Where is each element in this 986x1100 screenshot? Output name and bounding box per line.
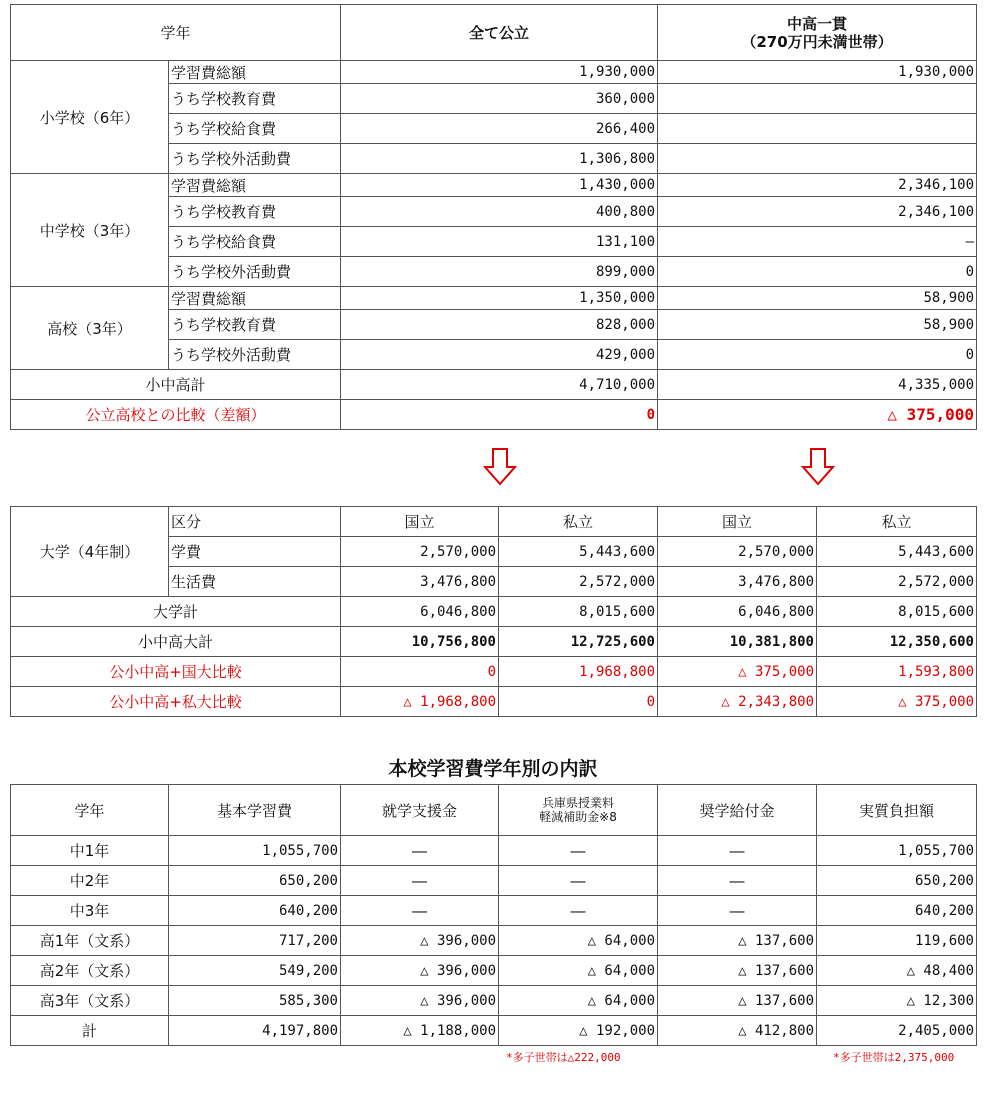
value-cell: △ 2,343,800	[658, 687, 817, 717]
table-row	[11, 287, 977, 310]
univ-total-row	[11, 597, 977, 627]
ikkan-value: 58,900	[658, 287, 977, 310]
total-row	[11, 1016, 977, 1046]
value-cell: 1,593,800	[817, 657, 977, 687]
item-label: 学習費総額	[169, 61, 341, 84]
basic-cell: 4,197,800	[169, 1016, 341, 1046]
ikkan-value	[658, 84, 977, 114]
note-right: *多子世帯は2,375,000	[833, 1051, 955, 1064]
table-row	[11, 507, 977, 537]
basic-cell: 717,200	[169, 926, 341, 956]
header-basic: 基本学習費	[169, 785, 341, 836]
public-value: 899,000	[341, 257, 658, 287]
value-cell: △ 375,000	[817, 687, 977, 717]
support-cell: △ 1,188,000	[341, 1016, 499, 1046]
basic-cell: 585,300	[169, 986, 341, 1016]
value-cell: 12,350,600	[817, 627, 977, 657]
public-value: 266,400	[341, 114, 658, 144]
header-hyogo-line2: 軽減補助金※8	[539, 810, 617, 824]
value-cell: 2,572,000	[499, 567, 658, 597]
public-value: 400,800	[341, 197, 658, 227]
down-arrow-icon	[483, 447, 517, 487]
group-label: 大学（4年制）	[11, 507, 169, 597]
item-label: うち学校教育費	[169, 197, 341, 227]
public-value: 1,350,000	[341, 287, 658, 310]
actual-cell: 640,200	[817, 896, 977, 926]
support-cell: ―	[341, 866, 499, 896]
basic-cell: 640,200	[169, 896, 341, 926]
group-label: 小学校（6年）	[11, 61, 169, 174]
public-value: 1,930,000	[341, 61, 658, 84]
hyogo-cell: ―	[499, 866, 658, 896]
breakdown-table	[10, 784, 977, 1046]
grade-cell: 高2年（文系）	[11, 956, 169, 986]
item-label: うち学校給食費	[169, 114, 341, 144]
support-cell: △ 396,000	[341, 926, 499, 956]
value-cell: 12,725,600	[499, 627, 658, 657]
ikkan-value: 2,346,100	[658, 174, 977, 197]
compare-public: 0	[341, 400, 658, 430]
actual-cell: 2,405,000	[817, 1016, 977, 1046]
grade-cell: 計	[11, 1016, 169, 1046]
value-cell: 2,570,000	[341, 537, 499, 567]
ikkan-value: 2,346,100	[658, 197, 977, 227]
compare-national-label: 公小中高+国大比較	[11, 657, 341, 687]
grade-cell: 高1年（文系）	[11, 926, 169, 956]
header-national: 国立	[658, 507, 817, 537]
university-cost-table	[10, 506, 977, 717]
scholarship-cell: △ 137,600	[658, 926, 817, 956]
public-value: 360,000	[341, 84, 658, 114]
basic-cell: 650,200	[169, 866, 341, 896]
value-cell: 6,046,800	[341, 597, 499, 627]
value-cell: 0	[499, 687, 658, 717]
header-grade: 学年	[11, 5, 341, 61]
compare-national-row	[11, 657, 977, 687]
scholarship-cell: ―	[658, 896, 817, 926]
header-private: 私立	[499, 507, 658, 537]
support-cell: △ 396,000	[341, 956, 499, 986]
value-cell: 2,572,000	[817, 567, 977, 597]
header-ikkan-line1: 中高一貫	[787, 14, 848, 33]
hyogo-cell: △ 64,000	[499, 926, 658, 956]
header-ikkan	[658, 5, 977, 61]
header-grade: 学年	[11, 785, 169, 836]
breakdown-title: 本校学習費学年別の内訳	[388, 758, 598, 780]
actual-cell: 119,600	[817, 926, 977, 956]
value-cell: 10,756,800	[341, 627, 499, 657]
header-hyogo	[499, 785, 658, 836]
basic-cell: 1,055,700	[169, 836, 341, 866]
hyogo-cell: △ 192,000	[499, 1016, 658, 1046]
support-cell: △ 396,000	[341, 986, 499, 1016]
value-cell: 8,015,600	[499, 597, 658, 627]
univ-total-label: 大学計	[11, 597, 341, 627]
item-label: うち学校外活動費	[169, 257, 341, 287]
public-value: 1,430,000	[341, 174, 658, 197]
scholarship-cell: ―	[658, 836, 817, 866]
item-label: うち学校教育費	[169, 84, 341, 114]
header-hyogo-line1: 兵庫県授業料	[541, 796, 614, 810]
actual-cell: 1,055,700	[817, 836, 977, 866]
table-header-row	[11, 785, 977, 836]
item-label: 学習費総額	[169, 174, 341, 197]
compare-row	[11, 400, 977, 430]
value-cell: 3,476,800	[341, 567, 499, 597]
header-national: 国立	[341, 507, 499, 537]
header-public: 全て公立	[341, 5, 658, 61]
group-label: 中学校（3年）	[11, 174, 169, 287]
total-row	[11, 370, 977, 400]
public-value: 1,306,800	[341, 144, 658, 174]
table-row	[11, 866, 977, 896]
scholarship-cell: △ 412,800	[658, 1016, 817, 1046]
ikkan-value: 1,930,000	[658, 61, 977, 84]
table-row	[11, 174, 977, 197]
item-label: 学習費総額	[169, 287, 341, 310]
ikkan-value	[658, 144, 977, 174]
support-cell: ―	[341, 896, 499, 926]
hyogo-cell: △ 64,000	[499, 956, 658, 986]
note-left: *多子世帯は△222,000	[506, 1051, 621, 1064]
table-header-row	[11, 5, 977, 61]
grade-cell: 高3年（文系）	[11, 986, 169, 1016]
item-label: 生活費	[169, 567, 341, 597]
item-label: うち学校教育費	[169, 310, 341, 340]
hyogo-cell: ―	[499, 836, 658, 866]
total-ikkan: 4,335,000	[658, 370, 977, 400]
down-arrow-icon	[801, 447, 835, 487]
value-cell: 5,443,600	[817, 537, 977, 567]
total-public: 4,710,000	[341, 370, 658, 400]
header-private: 私立	[817, 507, 977, 537]
ikkan-value: 0	[658, 340, 977, 370]
table-row	[11, 926, 977, 956]
public-value: 131,100	[341, 227, 658, 257]
table-row	[11, 896, 977, 926]
public-value: 429,000	[341, 340, 658, 370]
grade-cell: 中2年	[11, 866, 169, 896]
actual-cell: 650,200	[817, 866, 977, 896]
item-label: うち学校給食費	[169, 227, 341, 257]
hyogo-cell: ―	[499, 896, 658, 926]
ikkan-value: 58,900	[658, 310, 977, 340]
header-support: 就学支援金	[341, 785, 499, 836]
item-label: うち学校外活動費	[169, 144, 341, 174]
scholarship-cell: △ 137,600	[658, 986, 817, 1016]
item-label: 学費	[169, 537, 341, 567]
school-cost-table	[10, 4, 977, 430]
grade-cell: 中1年	[11, 836, 169, 866]
compare-private-row	[11, 687, 977, 717]
ikkan-value: 0	[658, 257, 977, 287]
value-cell: △ 1,968,800	[341, 687, 499, 717]
value-cell: 1,968,800	[499, 657, 658, 687]
actual-cell: △ 48,400	[817, 956, 977, 986]
compare-label: 公立高校との比較（差額）	[11, 400, 341, 430]
value-cell: 6,046,800	[658, 597, 817, 627]
public-value: 828,000	[341, 310, 658, 340]
ikkan-value	[658, 114, 977, 144]
table-row	[11, 61, 977, 84]
scholarship-cell: ―	[658, 866, 817, 896]
value-cell: 0	[341, 657, 499, 687]
header-actual: 実質負担額	[817, 785, 977, 836]
support-cell: ―	[341, 836, 499, 866]
group-label: 高校（3年）	[11, 287, 169, 370]
value-cell: 3,476,800	[658, 567, 817, 597]
item-label: うち学校外活動費	[169, 340, 341, 370]
value-cell: 10,381,800	[658, 627, 817, 657]
header-ikkan-line2: （270万円未満世帯）	[741, 32, 893, 51]
grand-total-row	[11, 627, 977, 657]
item-label: 区分	[169, 507, 341, 537]
grade-cell: 中3年	[11, 896, 169, 926]
ikkan-value: ―	[658, 227, 977, 257]
actual-cell: △ 12,300	[817, 986, 977, 1016]
value-cell: 5,443,600	[499, 537, 658, 567]
grand-total-label: 小中高大計	[11, 627, 341, 657]
scholarship-cell: △ 137,600	[658, 956, 817, 986]
table-row	[11, 836, 977, 866]
value-cell: △ 375,000	[658, 657, 817, 687]
total-label: 小中高計	[11, 370, 341, 400]
table-row	[11, 986, 977, 1016]
table-row	[11, 956, 977, 986]
compare-private-label: 公小中高+私大比較	[11, 687, 341, 717]
basic-cell: 549,200	[169, 956, 341, 986]
hyogo-cell: △ 64,000	[499, 986, 658, 1016]
value-cell: 8,015,600	[817, 597, 977, 627]
compare-ikkan: △ 375,000	[658, 400, 977, 430]
value-cell: 2,570,000	[658, 537, 817, 567]
header-scholarship: 奨学給付金	[658, 785, 817, 836]
